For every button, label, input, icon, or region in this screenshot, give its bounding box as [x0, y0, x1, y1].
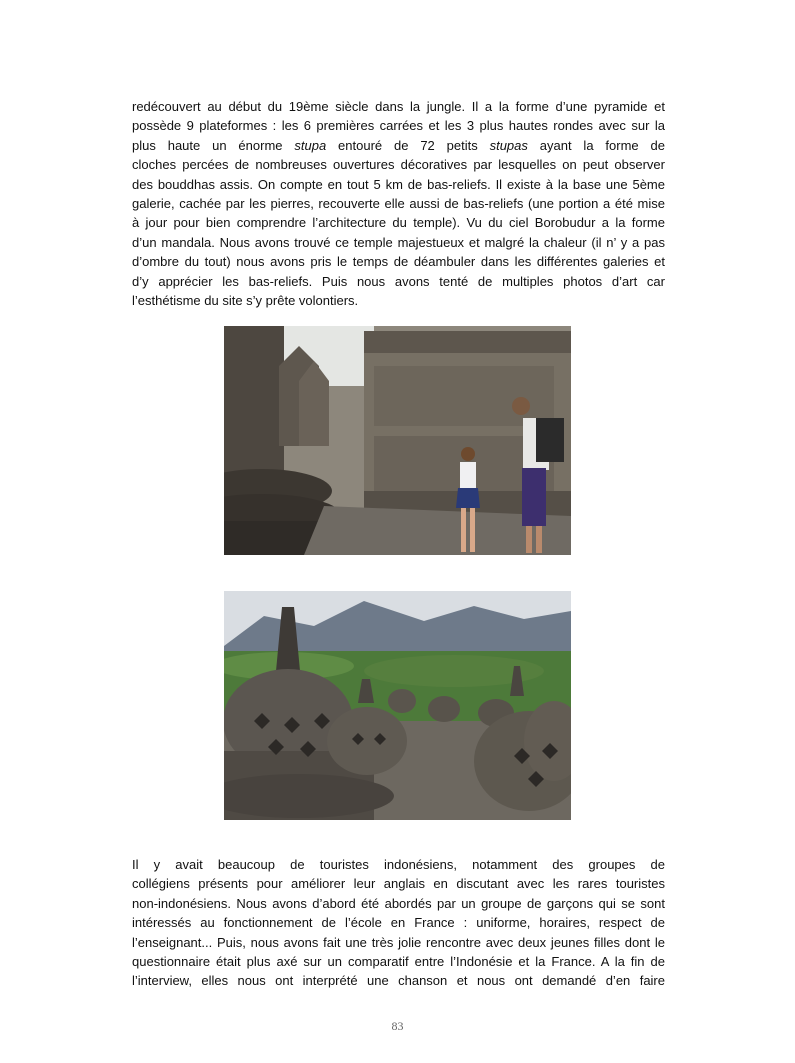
text-line: intéressés au fonctionnement de l’école en France : uniforme, horaires, respect de	[132, 915, 665, 931]
text-line: Il y avait beaucoup de touristes indonésiens, notamment des groupes de	[132, 857, 665, 872]
text-line: l’enseignant... Puis, nous avons fait une très jolie rencontre avec deux jeunes filles dont le	[132, 934, 665, 950]
photo-temple-gallery	[224, 326, 571, 555]
text-line: questionnaire était plus axé sur un comparatif entre l’Indonésie et la France. A la fin de	[132, 954, 665, 970]
photo-stupas-landscape	[224, 591, 571, 820]
text-line: galerie, cachée par les pierres, recouverte elle aussi de bas-reliefs (une portion a été mise	[132, 196, 665, 212]
text-line: d’y apprécier les bas-reliefs. Puis nous avons tenté de multiples photos d’art car	[132, 273, 665, 289]
text-line-with-italics: plus haute un énorme stupa entouré de 72 petits stupas ayant la forme de	[132, 137, 665, 153]
italic-word: stupa	[294, 137, 327, 153]
text-line: possède 9 plateformes : les 6 premières carrées et les 3 plus hautes rondes avec sur la	[132, 118, 665, 134]
text-line: des bouddhas assis. On compte en tout 5 km de bas-reliefs. Il existe à la base une 5ème	[132, 176, 665, 192]
text-line: cloches percées de nombreuses ouvertures décoratives par lesquelles on peut observer	[132, 157, 665, 173]
text-line: à jour pour bien comprendre l’architecture du temple). Vu du ciel Borobudur a la forme	[132, 215, 665, 231]
text-line: d’ombre du tout) nous avons pris le temps de déambuler dans les différentes galeries et	[132, 254, 665, 270]
paragraph-borobudur-description	[132, 97, 665, 310]
text-line: collégiens présents pour améliorer leur anglais en discutant avec les rares touristes	[132, 876, 665, 892]
italic-word: stupas	[489, 137, 528, 153]
text-line: non-indonésiens. Nous avons d’abord été abordés par un groupe de garçons qui se sont	[132, 895, 665, 911]
paragraph-tourists-encounter	[132, 855, 665, 991]
text-line: l’esthétisme du site s’y prête volontiers.	[132, 293, 359, 309]
page-number: 83	[391, 1019, 404, 1033]
text-line: d’un mandala. Nous avons trouvé ce temple majestueux et malgré la chaleur (il n’ y a pas	[132, 234, 665, 250]
text-line: l’interview, elles nous ont interprété une chanson et nous ont demandé d’en faire	[132, 973, 665, 989]
text-line: redécouvert au début du 19ème siècle dans la jungle. Il a la forme d’une pyramide et	[132, 99, 665, 114]
